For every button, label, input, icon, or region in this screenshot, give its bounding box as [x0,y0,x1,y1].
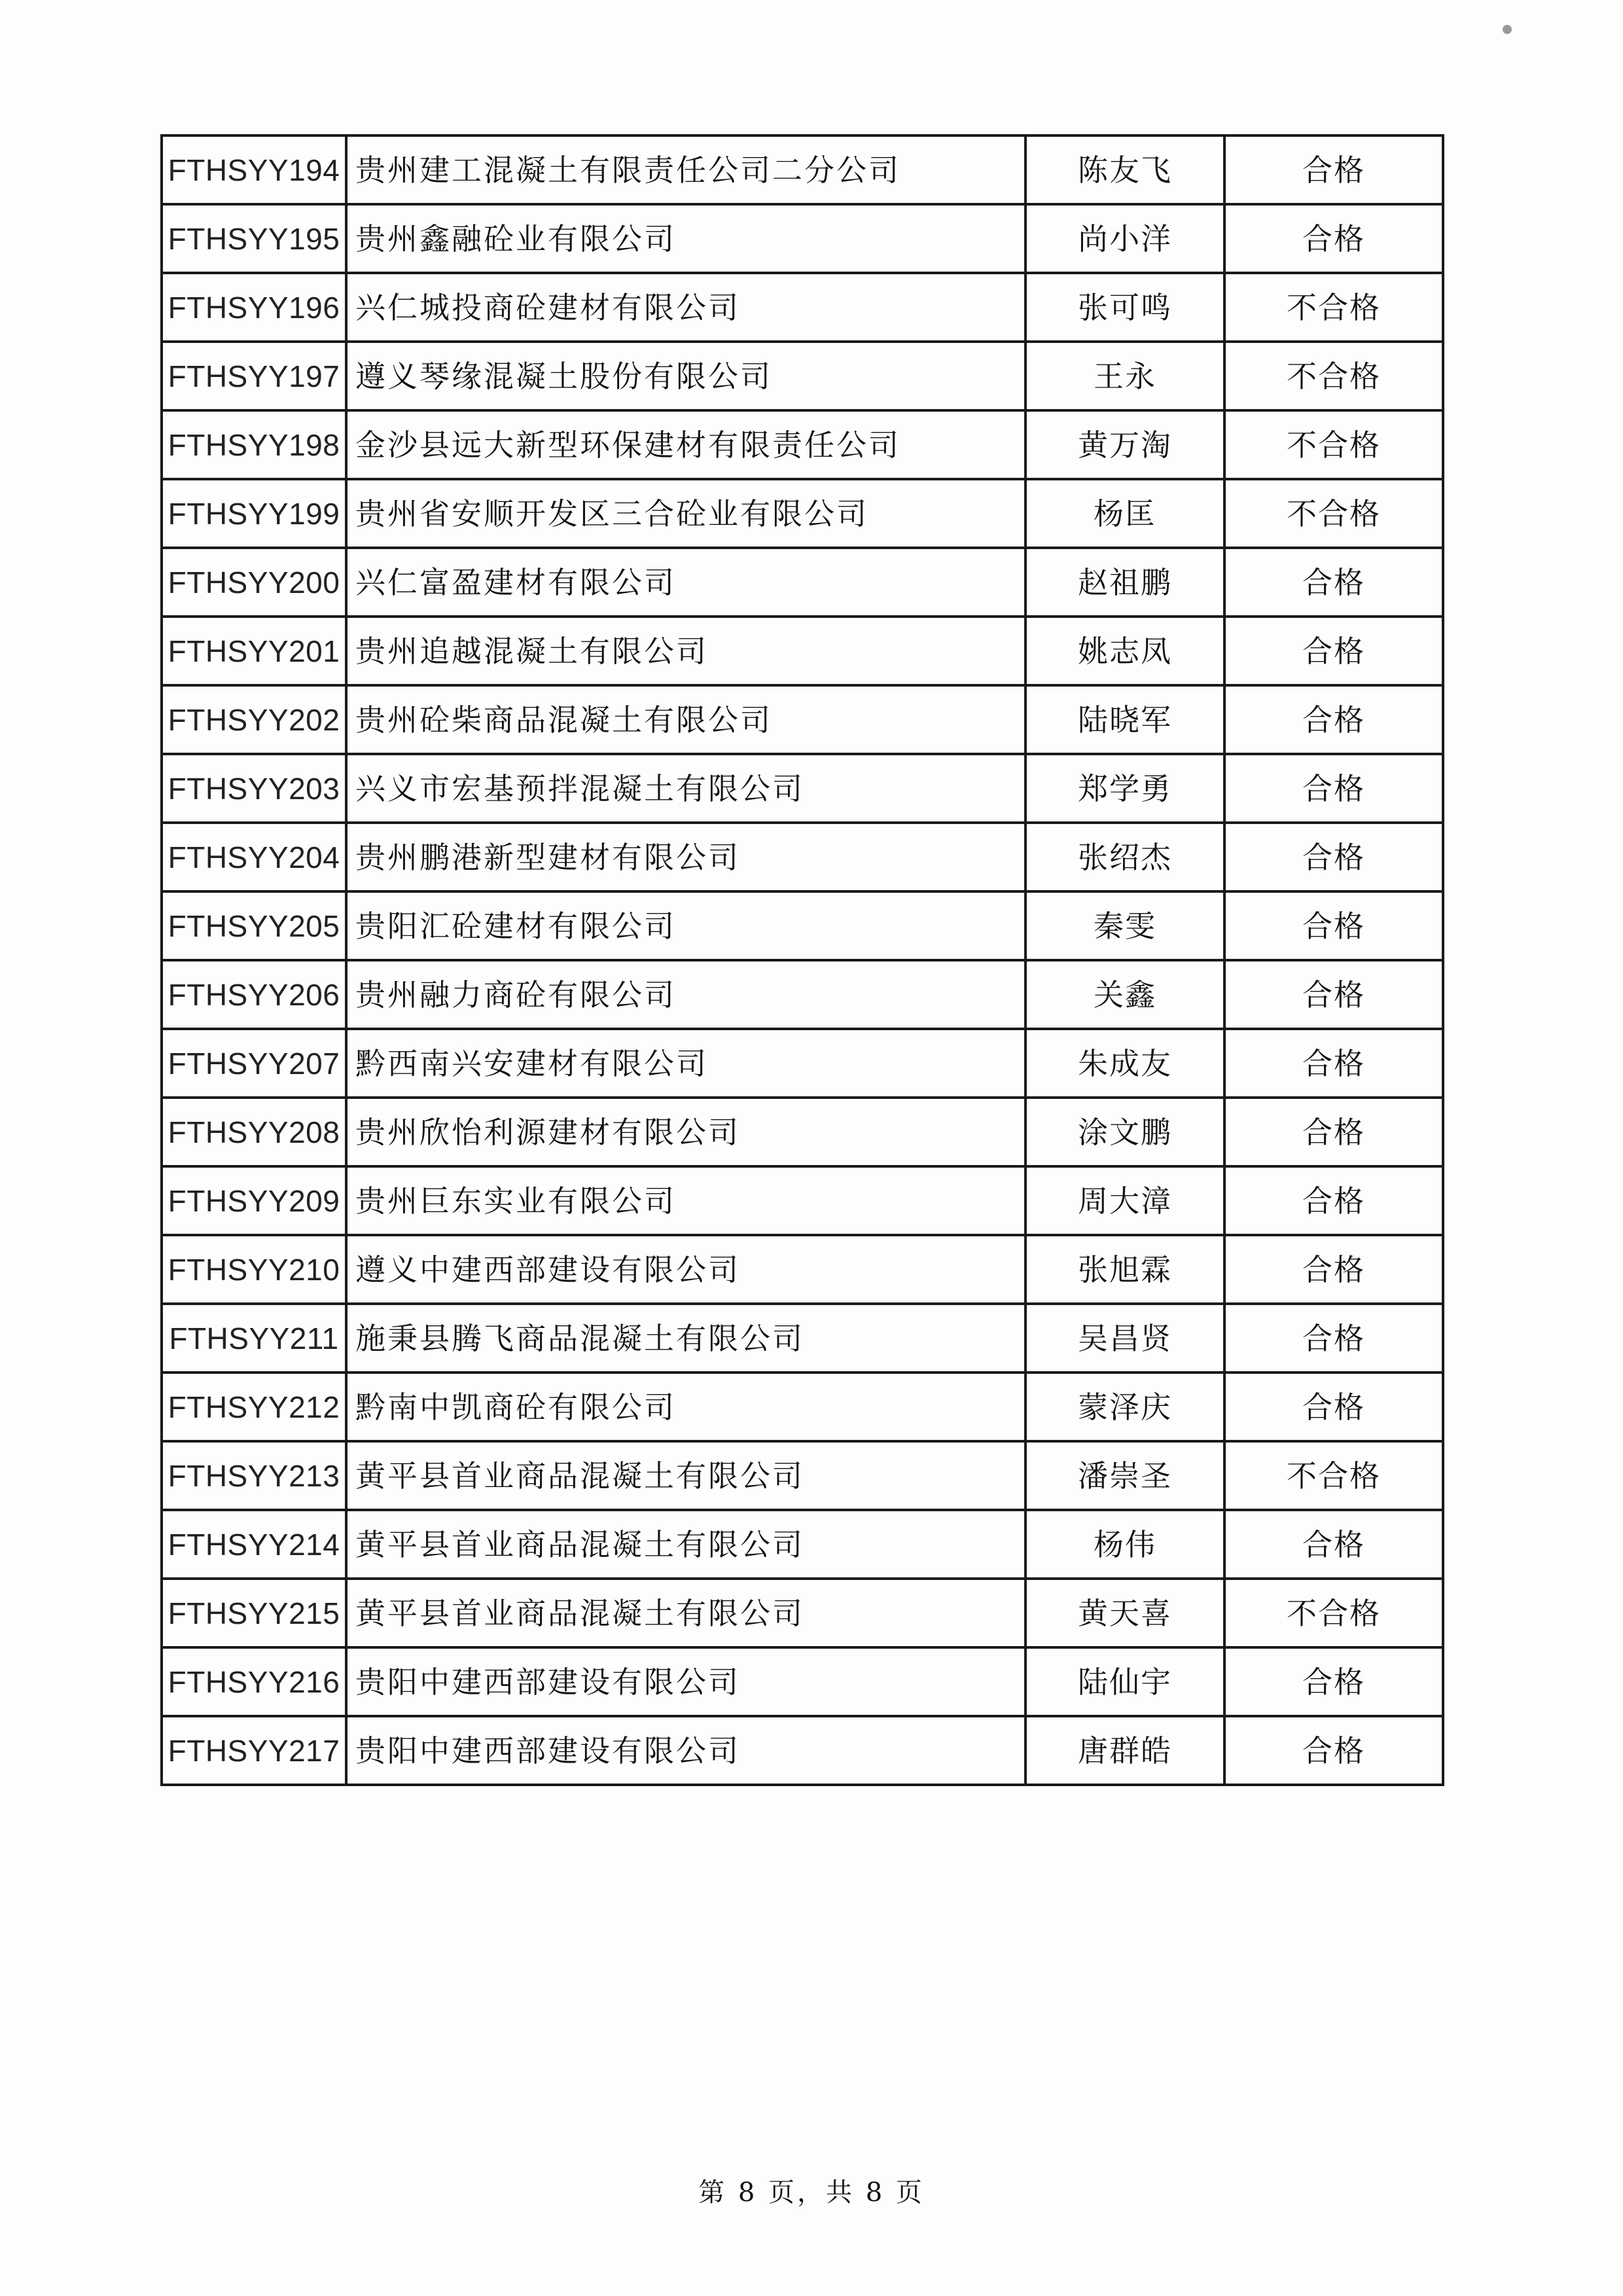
result-status-cell: 合格 [1224,135,1443,204]
person-name-cell: 周大漳 [1026,1166,1224,1235]
company-name-cell: 贵州欣怡利源建材有限公司 [346,1098,1026,1166]
table-row [162,1510,1443,1579]
result-status-cell: 不合格 [1224,342,1443,410]
sample-id-cell: FTHSYY197 [162,342,346,410]
sample-id-cell: FTHSYY217 [162,1716,346,1785]
company-name-cell: 贵州追越混凝土有限公司 [346,617,1026,685]
result-status-cell: 合格 [1224,891,1443,960]
table-row [162,1441,1443,1510]
result-status-cell: 合格 [1224,1235,1443,1304]
table-row [162,204,1443,273]
company-name-cell: 贵州砼柴商品混凝土有限公司 [346,685,1026,754]
result-status-cell: 合格 [1224,1372,1443,1441]
person-name-cell: 唐群皓 [1026,1716,1224,1785]
company-name-cell: 黄平县首业商品混凝土有限公司 [346,1579,1026,1647]
company-name-cell: 兴义市宏基预拌混凝土有限公司 [346,754,1026,823]
table-row [162,1716,1443,1785]
result-status-cell: 合格 [1224,960,1443,1029]
sample-id-cell: FTHSYY194 [162,135,346,204]
company-name-cell: 贵阳中建西部建设有限公司 [346,1647,1026,1716]
scan-dot-mark [1503,25,1512,34]
person-name-cell: 张可鸣 [1026,273,1224,342]
table-row [162,342,1443,410]
result-status-cell: 合格 [1224,1098,1443,1166]
result-status-cell: 合格 [1224,204,1443,273]
company-name-cell: 兴仁富盈建材有限公司 [346,548,1026,617]
result-status-cell: 不合格 [1224,273,1443,342]
person-name-cell: 陈友飞 [1026,135,1224,204]
person-name-cell: 姚志凤 [1026,617,1224,685]
sample-id-cell: FTHSYY207 [162,1029,346,1098]
person-name-cell: 陆仙宇 [1026,1647,1224,1716]
table-row [162,960,1443,1029]
result-status-cell: 合格 [1224,1166,1443,1235]
person-name-cell: 黄天喜 [1026,1579,1224,1647]
table-row [162,754,1443,823]
company-name-cell: 施秉县腾飞商品混凝土有限公司 [346,1304,1026,1372]
person-name-cell: 张旭霖 [1026,1235,1224,1304]
sample-id-cell: FTHSYY208 [162,1098,346,1166]
sample-id-cell: FTHSYY196 [162,273,346,342]
result-status-cell: 不合格 [1224,410,1443,479]
result-status-cell: 合格 [1224,823,1443,891]
inspection-results-table [160,134,1444,1786]
company-name-cell: 贵州建工混凝土有限责任公司二分公司 [346,135,1026,204]
person-name-cell: 陆晓军 [1026,685,1224,754]
result-status-cell: 合格 [1224,685,1443,754]
table-row [162,1098,1443,1166]
result-status-cell: 合格 [1224,1304,1443,1372]
company-name-cell: 黄平县首业商品混凝土有限公司 [346,1441,1026,1510]
company-name-cell: 贵州鑫融砼业有限公司 [346,204,1026,273]
table-row [162,1579,1443,1647]
result-status-cell: 不合格 [1224,1441,1443,1510]
person-name-cell: 赵祖鹏 [1026,548,1224,617]
result-status-cell: 合格 [1224,1510,1443,1579]
sample-id-cell: FTHSYY203 [162,754,346,823]
table-row [162,891,1443,960]
table-row [162,617,1443,685]
person-name-cell: 吴昌贤 [1026,1304,1224,1372]
person-name-cell: 杨伟 [1026,1510,1224,1579]
sample-id-cell: FTHSYY202 [162,685,346,754]
result-status-cell: 合格 [1224,1647,1443,1716]
company-name-cell: 遵义琴缘混凝土股份有限公司 [346,342,1026,410]
company-name-cell: 兴仁城投商砼建材有限公司 [346,273,1026,342]
table-row [162,685,1443,754]
table-row [162,479,1443,548]
sample-id-cell: FTHSYY209 [162,1166,346,1235]
table-row [162,1029,1443,1098]
result-status-cell: 合格 [1224,617,1443,685]
person-name-cell: 张绍杰 [1026,823,1224,891]
sample-id-cell: FTHSYY200 [162,548,346,617]
person-name-cell: 朱成友 [1026,1029,1224,1098]
company-name-cell: 遵义中建西部建设有限公司 [346,1235,1026,1304]
table-row [162,273,1443,342]
table-row [162,1647,1443,1716]
company-name-cell: 金沙县远大新型环保建材有限责任公司 [346,410,1026,479]
company-name-cell: 贵阳汇砼建材有限公司 [346,891,1026,960]
sample-id-cell: FTHSYY198 [162,410,346,479]
result-status-cell: 合格 [1224,1029,1443,1098]
results-table-body [162,135,1443,1785]
sample-id-cell: FTHSYY213 [162,1441,346,1510]
company-name-cell: 贵阳中建西部建设有限公司 [346,1716,1026,1785]
table-row [162,1304,1443,1372]
sample-id-cell: FTHSYY205 [162,891,346,960]
table-row [162,548,1443,617]
person-name-cell: 黄万淘 [1026,410,1224,479]
person-name-cell: 潘崇圣 [1026,1441,1224,1510]
person-name-cell: 杨匡 [1026,479,1224,548]
result-status-cell: 合格 [1224,754,1443,823]
table-row [162,410,1443,479]
sample-id-cell: FTHSYY211 [162,1304,346,1372]
company-name-cell: 黄平县首业商品混凝土有限公司 [346,1510,1026,1579]
sample-id-cell: FTHSYY210 [162,1235,346,1304]
person-name-cell: 关鑫 [1026,960,1224,1029]
person-name-cell: 尚小洋 [1026,204,1224,273]
person-name-cell: 王永 [1026,342,1224,410]
sample-id-cell: FTHSYY204 [162,823,346,891]
result-status-cell: 合格 [1224,1716,1443,1785]
company-name-cell: 贵州巨东实业有限公司 [346,1166,1026,1235]
result-status-cell: 不合格 [1224,479,1443,548]
company-name-cell: 黔西南兴安建材有限公司 [346,1029,1026,1098]
person-name-cell: 涂文鹏 [1026,1098,1224,1166]
sample-id-cell: FTHSYY212 [162,1372,346,1441]
company-name-cell: 贵州鹏港新型建材有限公司 [346,823,1026,891]
table-row [162,823,1443,891]
sample-id-cell: FTHSYY215 [162,1579,346,1647]
table-row [162,1372,1443,1441]
person-name-cell: 蒙泽庆 [1026,1372,1224,1441]
company-name-cell: 黔南中凯商砼有限公司 [346,1372,1026,1441]
person-name-cell: 秦雯 [1026,891,1224,960]
sample-id-cell: FTHSYY201 [162,617,346,685]
sample-id-cell: FTHSYY214 [162,1510,346,1579]
sample-id-cell: FTHSYY195 [162,204,346,273]
company-name-cell: 贵州融力商砼有限公司 [346,960,1026,1029]
sample-id-cell: FTHSYY199 [162,479,346,548]
sample-id-cell: FTHSYY206 [162,960,346,1029]
page-number-footer: 第 8 页，共 8 页 [698,2178,925,2208]
company-name-cell: 贵州省安顺开发区三合砼业有限公司 [346,479,1026,548]
sample-id-cell: FTHSYY216 [162,1647,346,1716]
table-row [162,135,1443,204]
table-row [162,1166,1443,1235]
person-name-cell: 郑学勇 [1026,754,1224,823]
table-row [162,1235,1443,1304]
result-status-cell: 不合格 [1224,1579,1443,1647]
result-status-cell: 合格 [1224,548,1443,617]
